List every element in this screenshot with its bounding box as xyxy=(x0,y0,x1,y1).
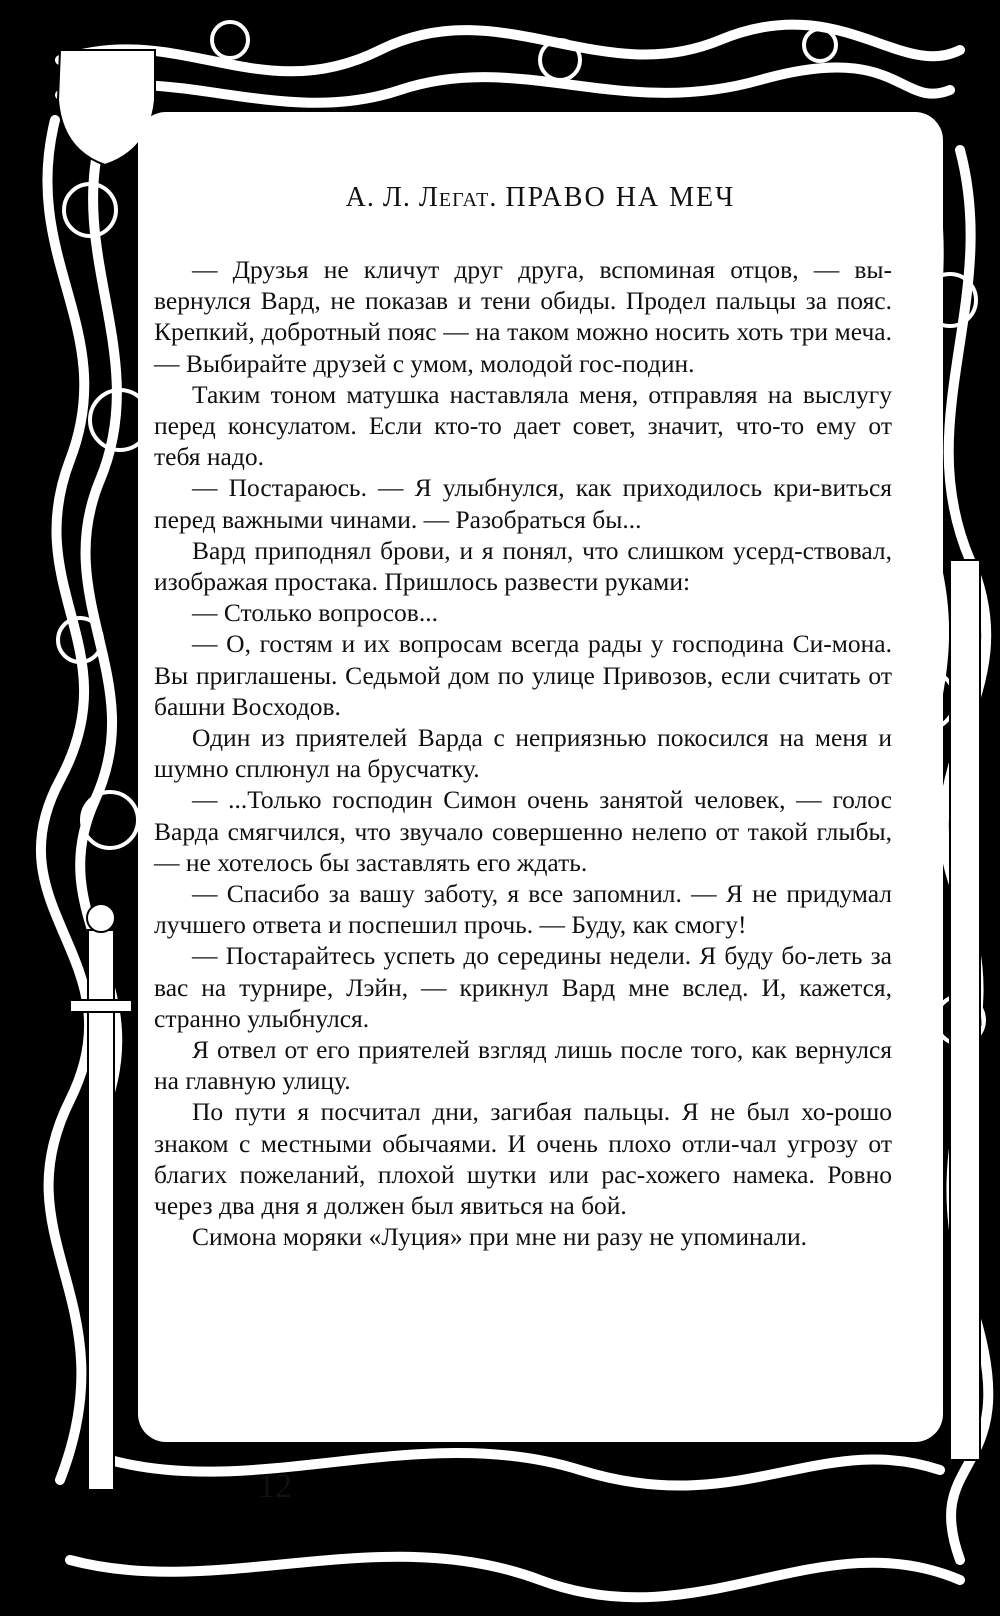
paragraph: Таким тоном матушка наставляла меня, отправляя на выслугу перед консулатом. Если кто-то дает совет, значит, что-то ему от тебя надо. xyxy=(154,379,892,472)
paragraph: — О, гостям и их вопросам всегда рады у господина Си-мона. Вы приглашены. Седьмой дом по улице Привозов, если считать от башни Восходов. xyxy=(154,629,892,721)
running-header xyxy=(138,182,943,214)
page-body xyxy=(138,112,943,1442)
paragraph: — ...Только господин Симон очень занятой человек, — голос Варда смягчился, что звучало совершенно нелепо от такой глыбы, — не хотелось бы заставлять его ждать. xyxy=(154,785,892,877)
author-name: А. Л. Легат. xyxy=(345,182,498,213)
paragraph: По пути я посчитал дни, загибая пальцы. Я не был хо-рошо знаком с местными обычаями. И очень плохо отли-чал угрозу от благих пожеланий, плохой шутки или рас-хожего намека. Ровно через два дня я должен был явиться на бой. xyxy=(154,1097,892,1221)
body-text xyxy=(154,254,892,1253)
paragraph: Симона моряки «Луция» при мне ни разу не упоминали. xyxy=(192,1222,807,1252)
paragraph: Я отвел от его приятелей взгляд лишь после того, как вернулся на главную улицу. xyxy=(154,1035,892,1096)
paragraph: — Постараюсь. — Я улыбнулся, как приходилось кри-виться перед важными чинами. — Разобраться бы... xyxy=(154,473,892,534)
page-number: 12 xyxy=(258,1468,292,1505)
paragraph: — Друзья не кличут друг друга, вспоминая отцов, — вы-вернулся Вард, не показав и тени обиды. Продел пальцы за пояс. Крепкий, добротный пояс — на таком можно носить хоть три меча. — Выбирайте друзей с умом, молодой гос-подин. xyxy=(154,255,892,378)
paragraph: — Спасибо за вашу заботу, я все запомнил. — Я не придумал лучшего ответа и поспешил прочь. — Буду, как смогу! xyxy=(154,879,892,940)
book-title: ПРАВО НА МЕЧ xyxy=(505,182,736,213)
paragraph: — Постарайтесь успеть до середины недели. Я буду бо-леть за вас на турнире, Лэйн, — крикнул Вард мне вслед. И, кажется, странно улыбнулся. xyxy=(154,941,892,1033)
paragraph: Один из приятелей Варда с неприязнью покосился на меня и шумно сплюнул на брусчатку. xyxy=(154,723,892,784)
paragraph: Вард приподнял брови, и я понял, что слишком усерд-ствовал, изображая простака. Пришлось развести руками: xyxy=(154,535,892,597)
paragraph: — Столько вопросов... xyxy=(192,598,438,628)
